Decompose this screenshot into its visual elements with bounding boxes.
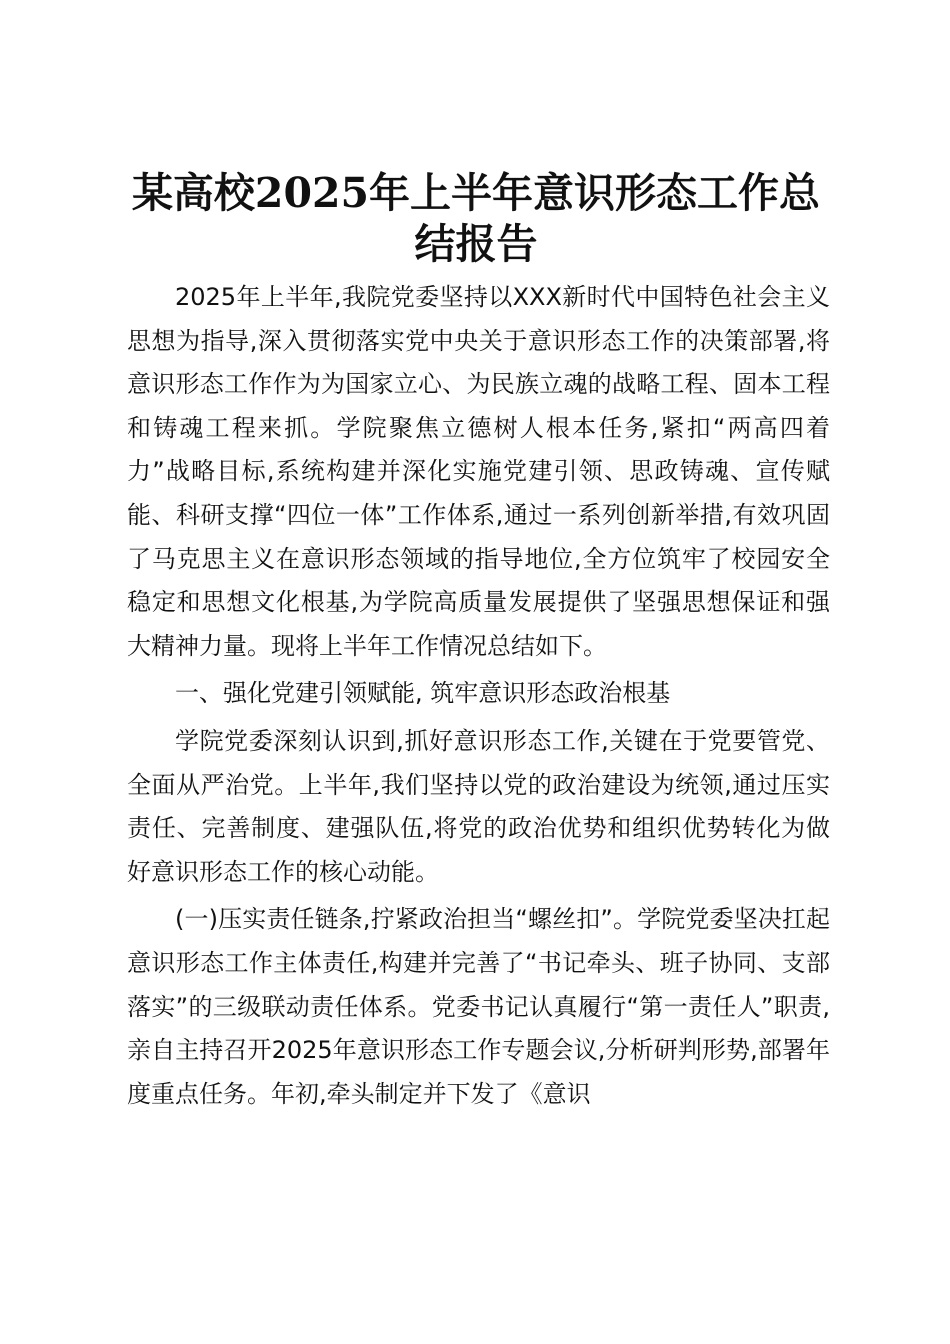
section-intro-paragraph: 学院党委深刻认识到,抓好意识形态工作,关键在于党要管党、全面从严治党。上半年,我们坚持以党的政治建设为统领,通过压实责任、完善制度、建强队伍,将党的政治优势和组织优势转化为做好意识形态工作的核心动能。 [127, 726, 830, 886]
document-body [127, 276, 830, 1116]
section-heading: 一、强化党建引领赋能, 筑牢意识形态政治根基 [175, 679, 671, 708]
intro-paragraph: 2025年上半年,我院党委坚持以XXX新时代中国特色社会主义思想为指导,深入贯彻落实党中央关于意识形态工作的决策部署,将意识形态工作作为为国家立心、为民族立魂的战略工程、固本工程和铸魂工程来抓。学院聚焦立德树人根本任务,紧扣“两高四着力”战略目标,系统构建并深化实施党建引领、思政铸魂、宣传赋能、科研支撑“四位一体”工作体系,通过一系列创新举措,有效巩固了马克思主义在意识形态领域的指导地位,全方位筑牢了校园安全稳定和思想文化根基,为学院高质量发展提供了坚强思想保证和强大精神力量。现将上半年工作情况总结如下。 [127, 283, 830, 660]
section-item-paragraph: (一)压实责任链条,拧紧政治担当“螺丝扣”。学院党委坚决扛起意识形态工作主体责任,构建并完善了“书记牵头、班子协同、支部落实”的三级联动责任体系。党委书记认真履行“第一责任人”职责,亲自主持召开2025年意识形态工作专题会议,分析研判形势,部署年度重点任务。年初,牵头制定并下发了《意识 [127, 905, 830, 1108]
document-title: 某高校2025年上半年意识形态工作总结报告 [131, 169, 821, 268]
